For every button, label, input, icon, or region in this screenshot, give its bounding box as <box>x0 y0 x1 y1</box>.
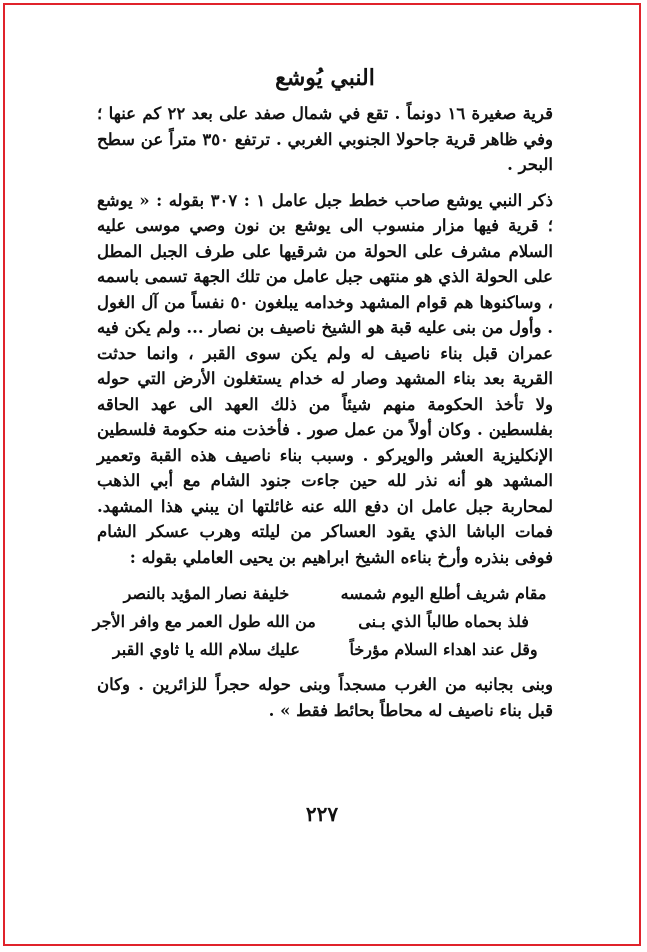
poem-verse <box>97 636 553 664</box>
page-number: ٢٢٧ <box>305 802 339 826</box>
page-frame <box>3 3 641 946</box>
verse-second-half: خليفة نصار المؤيد بالنصر <box>123 584 290 603</box>
verse-first-half: وقل عند اهداء السلام مؤرخاً <box>349 640 538 659</box>
verse-first-half: مقام شريف أطلع اليوم شمسه <box>340 584 547 603</box>
verse-second-half: عليك سلام الله يا ثاوي القبر <box>112 640 300 659</box>
intro-paragraph: قرية صغيرة ١٦ دونماً . تقع في شمال صفد على بعد ٢٢ كم عنها ؛ وفي ظاهر قرية جاحولا الجنوبي الغربي . ترتفع ٣٥٠ متراً عن سطح البحر . <box>97 104 554 174</box>
poem-verse <box>92 608 553 636</box>
verse-first-half: فلذ بحماه طالباً الذي بـنى <box>358 612 529 631</box>
closing-paragraph: وبنى بجانبه من الغرب مسجداً وبنى حوله حجراً للزائرين . وكان قبل بناء ناصيف له محاطاً بحائط فقط » . <box>97 675 553 720</box>
poem-verse <box>97 580 553 608</box>
quote-paragraph: ذكر النبي يوشع صاحب خطط جبل عامل ١ : ٣٠٧ بقوله : « يوشع ؛ قرية فيها مزار منسوب الى يوشع بن نون وصي موسى عليه السلام مشرف على الحولة من شرقيها على طرف الجبل المطل على الحولة الذي هو منتهى جبل عامل من تلك الجهة تسمى باسمه ، وساكنوها هم قوام المشهد وخدامه يبلغون ٥٠ نفساً من آل الغول . وأول من بنى عليه قبة هو الشيخ ناصيف بن نصار ... ولم يكن فيه عمران قبل بناء ناصيف له ولم يكن سوى القبر ، وانما حدثت القرية بعد بناء المشهد وصار له خدام يستغلون الأرض التي حوله ولا تأخذ الحكومة منهم شيئاً من ذلك العهد الى عهد الحاقه بفلسطين . وكان أولاً من عمل صور . فأخذت منه حكومة فلسطين الإنكليزية العشر والويركو . وسبب بناء ناصيف هذه القبة وتعمير المشهد هو أنه نذر لله حين جاءت جنود الشام مع أبي الذهب لمحاربة جبل عامل ان دفع الله عنه غائلتها ان يبني هذا المشهد. فمات الباشا الذي يقود العساكر من ليلته وهرب عسكر الشام فوفى بنذره وأرخ بناءه الشيخ ابراهيم بن يحيى العاملي بقوله : <box>97 190 553 567</box>
page-title: النبي يُوشع <box>275 65 375 91</box>
page-content <box>92 63 554 723</box>
verse-second-half: من الله طول العمر مع وافر الأجر <box>92 612 316 631</box>
poem <box>92 580 553 664</box>
